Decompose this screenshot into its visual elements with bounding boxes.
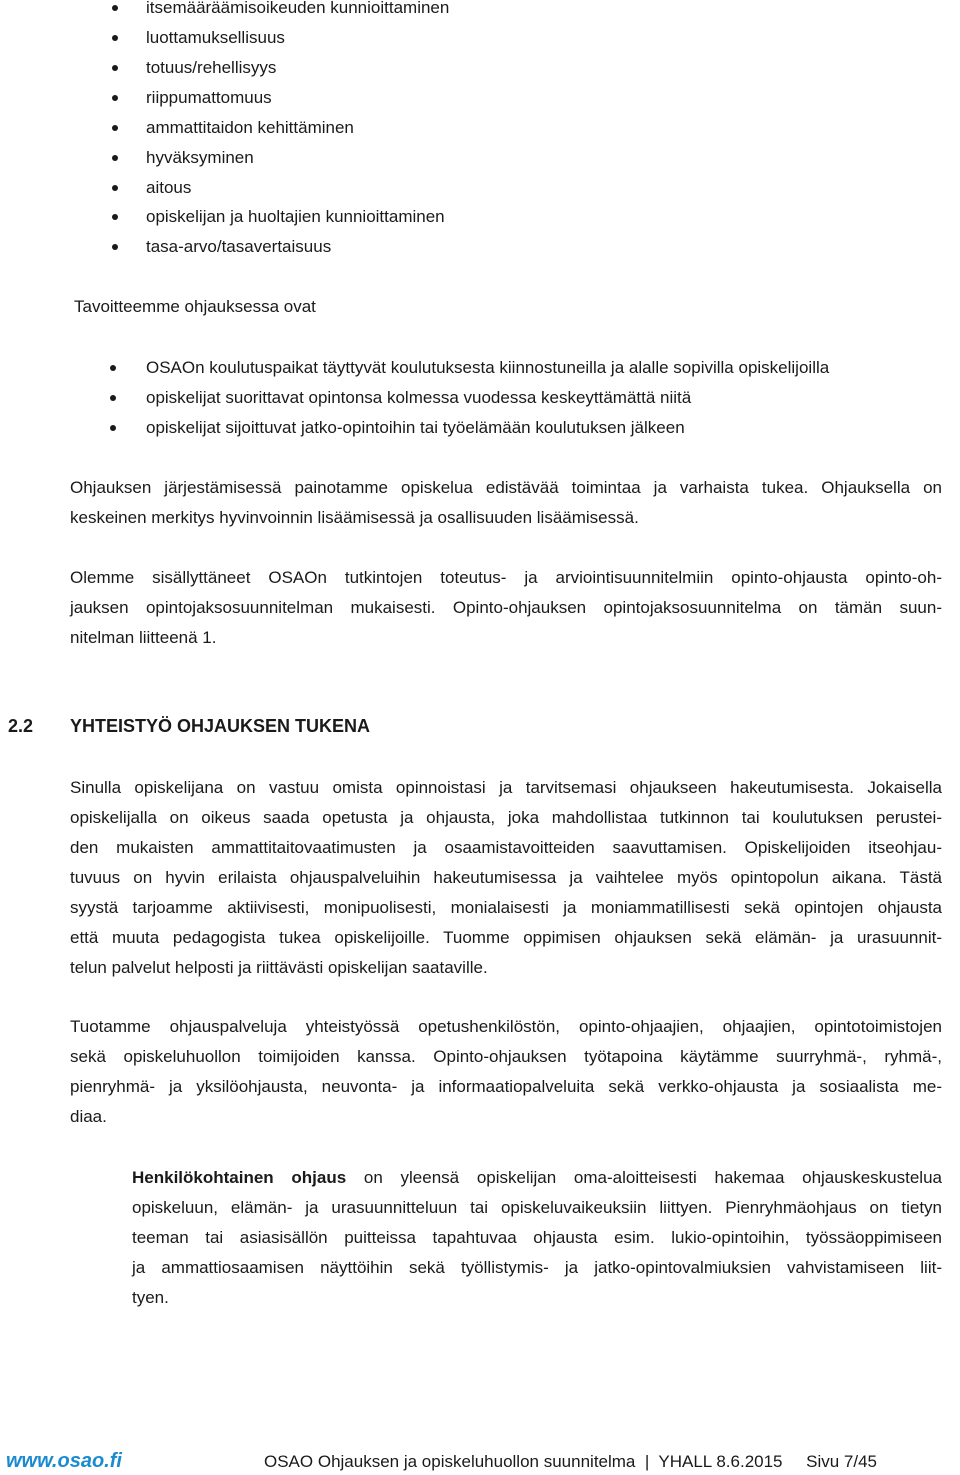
bold-lead: Henkilökohtainen ohjaus <box>132 1168 347 1187</box>
paragraph-line: pienryhmä- ja yksilöohjausta, neuvonta- ja informaatiopalveluita sekä verkko-ohjausta ja sosiaalista me- <box>70 1077 942 1096</box>
list-item <box>146 178 191 198</box>
goals-intro: Tavoitteemme ohjauksessa ovat <box>74 297 316 316</box>
list-item <box>146 207 445 227</box>
section-number: 2.2 <box>8 716 34 736</box>
bullet-icon <box>112 214 118 220</box>
bullet-icon <box>112 65 118 71</box>
bullet-icon <box>112 5 118 11</box>
paragraph-line: telun palvelut helposti ja riittävästi opiskelijan saataville. <box>70 958 488 977</box>
paragraph-line: tuvuus on hyvin erilaista ohjauspalveluihin hakeutumisessa ja vaihtelee myös opintopolun aikana. Tästä <box>70 868 942 887</box>
bullet-icon <box>112 125 118 131</box>
bullet-icon <box>110 395 116 401</box>
paragraph-line: syystä tarjoamme aktiivisesti, monipuolisesti, monialaisesti ja moniammatillisesti sekä opintojen ohjausta <box>70 898 942 917</box>
paragraph-line: Sinulla opiskelijana on vastuu omista opinnoistasi ja tarvitsemasi ohjaukseen hakeutumisesta. Jokaisella <box>70 778 942 797</box>
list-item-text: opiskelijat suorittavat opintonsa kolmessa vuodessa keskeyttämättä niitä <box>146 388 692 407</box>
list-item-text: OSAOn koulutuspaikat täyttyvät koulutuksesta kiinnostuneilla ja alalle sopivilla opiskelijoilla <box>146 358 830 377</box>
list-item-text: hyväksyminen <box>146 148 254 167</box>
list-item-text: luottamuksellisuus <box>146 28 285 47</box>
page-footer <box>0 1450 960 1474</box>
footer-text: OSAO Ohjauksen ja opiskeluhuollon suunnitelma | YHALL 8.6.2015 Sivu 7/45 <box>264 1452 878 1471</box>
list-item-text: totuus/rehellisyys <box>146 58 277 77</box>
list-item-text: tasa-arvo/tasavertaisuus <box>146 237 332 256</box>
paragraph-line: Tuotamme ohjauspalveluja yhteistyössä opetushenkilöstön, opinto-ohjaajien, ohjaajien, opintotoimistojen <box>70 1017 942 1036</box>
list-item <box>146 148 254 168</box>
list-item <box>146 388 691 408</box>
paragraph-line: Ohjauksen järjestämisessä painotamme opiskelua edistävää toimintaa ja varhaista tukea. Ohjauksella on <box>70 478 942 497</box>
paragraph-line: jauksen opintojaksosuunnitelman mukaisesti. Opinto-ohjauksen opintojaksosuunnitelma on tämän suun- <box>70 598 942 617</box>
list-item-text: opiskelijat sijoittuvat jatko-opintoihin tai työelämään koulutuksen jälkeen <box>146 418 685 437</box>
paragraph-line: opiskelijalla on oikeus saada opetusta ja ohjausta, joka mahdollistaa tutkinnon tai koulutuksen perustei- <box>70 808 942 827</box>
list-item <box>146 118 354 138</box>
paragraph-line <box>132 1167 942 1189</box>
paragraph-line: diaa. <box>70 1107 107 1126</box>
bullet-icon <box>112 35 118 41</box>
list-item <box>146 418 685 438</box>
paragraph-line: opiskeluun, elämän- ja urasuunnitteluun tai opiskeluvaikeuksiin liittyen. Pienryhmäohjaus on tietyn <box>132 1198 942 1217</box>
paragraph-line: keskeinen merkitys hyvinvoinnin lisäämisessä ja osallisuuden lisäämisessä. <box>70 508 639 527</box>
paragraph-line: ja ammattiosaamisen näyttöihin sekä työllistymis- ja jatko-opintovalmiuksien vahvistamiseen liit- <box>132 1258 942 1277</box>
bullet-icon <box>112 185 118 191</box>
list-item <box>146 58 276 78</box>
paragraph-line: den mukaisten ammattitaitovaatimusten ja osaamistavoitteiden saavuttamisen. Opiskelijoiden itseohjau- <box>70 838 942 857</box>
list-item-text: riippumattomuus <box>146 88 272 107</box>
paragraph-line: Olemme sisällyttäneet OSAOn tutkintojen toteutus- ja arviointisuunnitelmiin opinto-ohjausta opinto-oh- <box>70 568 942 587</box>
section-title: YHTEISTYÖ OHJAUKSEN TUKENA <box>70 716 371 736</box>
list-item-text: ammattitaidon kehittäminen <box>146 118 354 137</box>
first-line-rest: on yleensä opiskelijan oma-aloitteisesti hakemaa ohjauskeskustelua <box>346 1168 942 1187</box>
list-item-text: itsemääräämisoikeuden kunnioittaminen <box>146 0 450 17</box>
paragraph-line: tyen. <box>132 1288 169 1307</box>
bullet-icon <box>112 244 118 250</box>
list-item-text: opiskelijan ja huoltajien kunnioittaminen <box>146 207 445 226</box>
paragraph-line: sekä opiskeluhuollon toimijoiden kanssa. Opinto-ohjauksen työtapoina käytämme suurryhmä-, ryhmä-, <box>70 1047 942 1066</box>
paragraph-line: teeman tai asiasisällön puitteissa tapahtuvaa ohjausta esim. lukio-opintoihin, työssäoppimiseen <box>132 1228 942 1247</box>
osao-logo[interactable]: www.osao.fi <box>6 1450 122 1472</box>
list-item <box>146 0 449 18</box>
paragraph-line: nitelman liitteenä 1. <box>70 628 217 647</box>
bullet-icon <box>110 365 116 371</box>
list-item <box>146 358 829 378</box>
bullet-icon <box>110 425 116 431</box>
list-item <box>146 237 331 257</box>
bullet-icon <box>112 155 118 161</box>
list-item-text: aitous <box>146 178 192 197</box>
list-item <box>146 88 272 108</box>
list-item <box>146 28 285 48</box>
paragraph-line: että muuta pedagogista tukea opiskelijoille. Tuomme oppimisen ohjauksen sekä elämän- ja urasuunnit- <box>70 928 942 947</box>
bullet-icon <box>112 95 118 101</box>
